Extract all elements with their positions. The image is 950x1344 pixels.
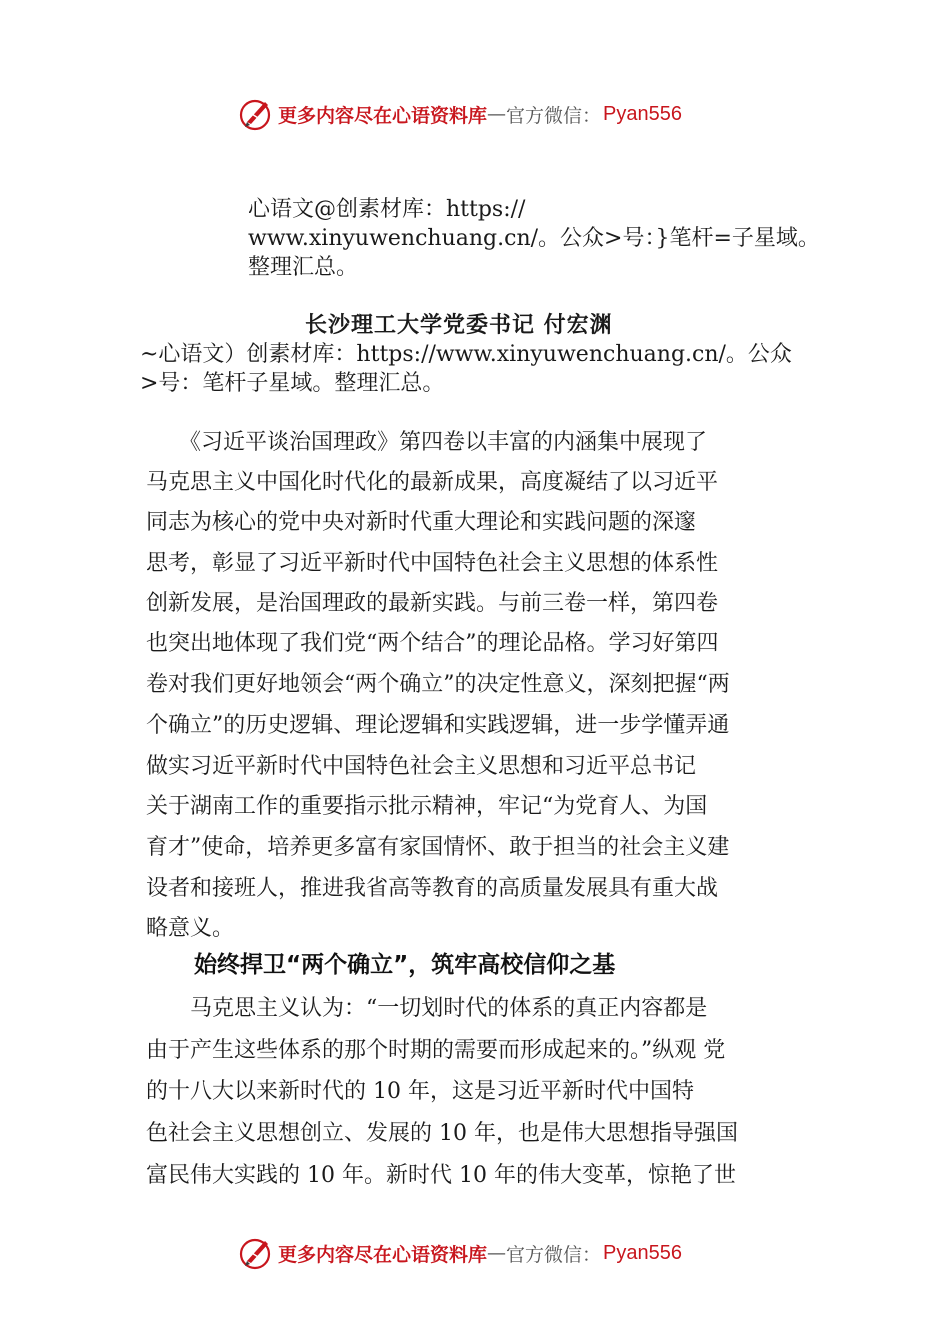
- banner-title: 更多内容尽在心语资料库: [278, 1243, 488, 1266]
- banner-wechat-id: Pyan556: [603, 102, 682, 125]
- banner-wechat-label: 官方微信：: [506, 104, 602, 127]
- source-note-line: ~心语文）创素材库：https://www.xinyuwenchuang.cn/。公众: [140, 342, 792, 367]
- paragraph-line: 马克思主义中国化时代化的最新成果，高度凝结了以习近平: [146, 470, 719, 495]
- quill-logo-icon: [238, 1235, 274, 1271]
- paragraph-line: 色社会主义思想创立、发展的 10 年，也是伟大思想指导强国: [146, 1121, 738, 1146]
- banner-dash: —: [487, 103, 507, 125]
- header-banner: [238, 94, 758, 134]
- banner-title: 更多内容尽在心语资料库: [278, 104, 488, 127]
- paragraph-line: 由于产生这些体系的那个时期的需要而形成起来的。”纵观 党: [146, 1038, 726, 1063]
- paragraph-line: 关于湖南工作的重要指示批示精神，牢记“为党育人、为国: [146, 794, 708, 819]
- source-note-line: www.xinyuwenchuang.cn/。公众>号：}笔杆=子星域。: [248, 226, 820, 251]
- paragraph-line: 育才”使命，培养更多富有家国情怀、敢于担当的社会主义建: [146, 835, 730, 860]
- paragraph-line: 卷对我们更好地领会“两个确立”的决定性意义，深刻把握“两: [146, 672, 730, 697]
- paragraph-line: 同志为核心的党中央对新时代重大理论和实践问题的深邃: [146, 510, 697, 535]
- paragraph-line: 《习近平谈治国理政》第四卷以丰富的内涵集中展现了: [146, 430, 708, 455]
- paragraph-line: 马克思主义认为：“一切划时代的体系的真正内容都是: [146, 996, 708, 1021]
- source-note-line: 整理汇总。: [248, 255, 359, 280]
- source-note-1: [248, 195, 820, 282]
- paragraph-line: 个确立”的历史逻辑、理论逻辑和实践逻辑，进一步学懂弄通: [146, 713, 730, 738]
- paragraph-line: 设者和接班人，推进我省高等教育的高质量发展具有重大战: [146, 876, 719, 901]
- source-note-2: [140, 340, 792, 398]
- paragraph-line: 略意义。: [146, 916, 235, 941]
- paragraph-line: 富民伟大实践的 10 年。新时代 10 年的伟大变革，惊艳了世: [146, 1163, 736, 1188]
- paragraph-line: 也突出地体现了我们党“两个结合”的理论品格。学习好第四: [146, 631, 719, 656]
- paragraph-line: 思考，彰显了习近平新时代中国特色社会主义思想的体系性: [146, 551, 719, 576]
- banner-wechat-label: 官方微信：: [506, 1243, 602, 1266]
- paragraph-line: 做实习近平新时代中国特色社会主义思想和习近平总书记: [146, 754, 697, 779]
- paragraph-line: 创新发展，是治国理政的最新实践。与前三卷一样，第四卷: [146, 591, 719, 616]
- footer-banner: [238, 1233, 758, 1273]
- paragraph-line: 的十八大以来新时代的 10 年，这是习近平新时代中国特: [146, 1079, 694, 1104]
- source-note-line: >号：笔杆子星域。整理汇总。: [140, 371, 445, 396]
- banner-wechat-id: Pyan556: [603, 1241, 682, 1264]
- banner-dash: —: [487, 1242, 507, 1264]
- section-heading: 始终捍卫“两个确立”，筑牢高校信仰之基: [194, 952, 616, 978]
- quill-logo-icon: [238, 96, 274, 132]
- author-byline: 长沙理工大学党委书记 付宏渊: [305, 312, 613, 338]
- source-note-line: 心语文@创素材库：https://: [248, 197, 526, 222]
